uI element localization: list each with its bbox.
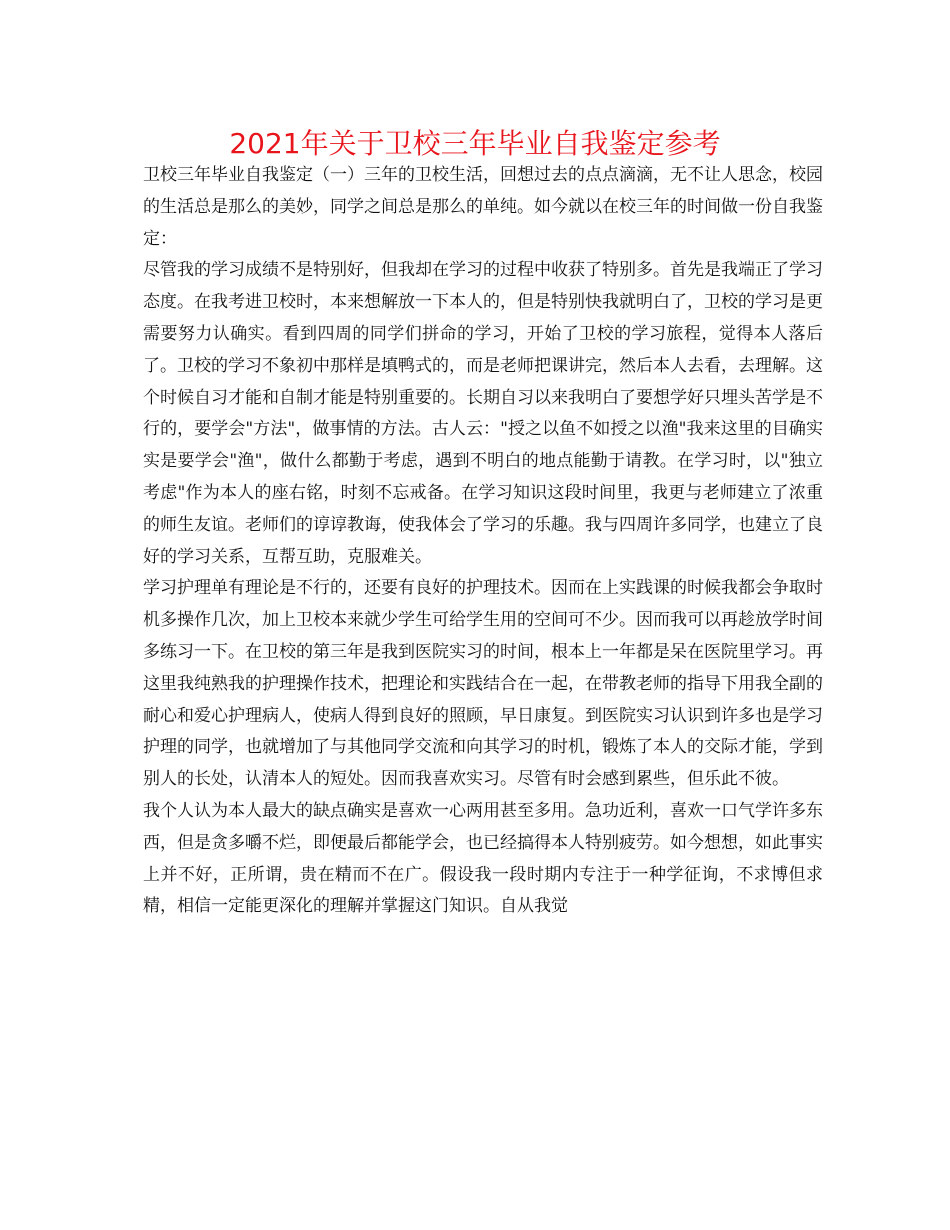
paragraph-study: 尽管我的学习成绩不是特别好，但我却在学习的过程中收获了特别多。首先是我端正了学习态度。在我考进卫校时，本来想解放一下本人的，但是特别快我就明白了，卫校的学习是更需要努力认确实。看到四周的同学们拼命的学习，开始了卫校的学习旅程，觉得本人落后了。卫校的学习不象初中那样是填鸭式的，而是老师把课讲完，然后本人去看，去理解。这个时候自习才能和自制才能是特别重要的。长期自习以来我明白了要想学好只埋头苦学是不行的，要学会"方法"，做事情的方法。古人云："授之以鱼不如授之以渔"我来这里的目确实实是要学会"渔"，做什么都勤于考虑，遇到不明白的地点能勤于请教。在学习时，以"独立考虑"作为本人的座右铭，时刻不忘戒备。在学习知识这段时间里，我更与老师建立了浓重的师生友谊。老师们的谆谆教诲，使我体会了学习的乐趣。我与四周许多同学，也建立了良好的学习关系，互帮互助，克服难关。: [143, 260, 823, 567]
paragraph-shortcoming: 我个人认为本人最大的缺点确实是喜欢一心两用甚至多用。急功近利，喜欢一口气学许多东西，但是贪多嚼不烂，即便最后都能学会，也已经搞得本人特别疲劳。如今想想，如此事实上并不好，正所谓，贵在精而不在广。假设我一段时期内专注于一种学征询，不求博但求精，相信一定能更深化的理解并掌握这门知识。自从我觉: [143, 800, 823, 917]
paragraph-intro: 卫校三年毕业自我鉴定（一）三年的卫校生活，回想过去的点点滴滴，无不让人思念，校园的生活总是那么的美妙，同学之间总是那么的单纯。如今就以在校三年的时间做一份自我鉴定：: [143, 165, 823, 249]
document-title: 2021年关于卫校三年毕业自我鉴定参考: [229, 127, 721, 160]
document-body: [143, 160, 823, 923]
paragraph-practice: 学习护理单有理论是不行的，还要有良好的护理技术。因而在上实践课的时候我都会争取时机多操作几次，加上卫校本来就少学生可给学生用的空间可不少。因而我可以再趁放学时间多练习一下。在卫校的第三年是我到医院实习的时间，根本上一年都是呆在医院里学习。再这里我纯熟我的护理操作技术，把理论和实践结合在一起，在带教老师的指导下用我全副的耐心和爱心护理病人，使病人得到良好的照顾，早日康复。到医院实习认识到许多也是学习护理的同学，也就增加了与其他同学交流和向其学习的时机，锻炼了本人的交际才能，学到别人的长处，认清本人的短处。因而我喜欢实习。尽管有时会感到累些，但乐此不彼。: [143, 578, 823, 790]
